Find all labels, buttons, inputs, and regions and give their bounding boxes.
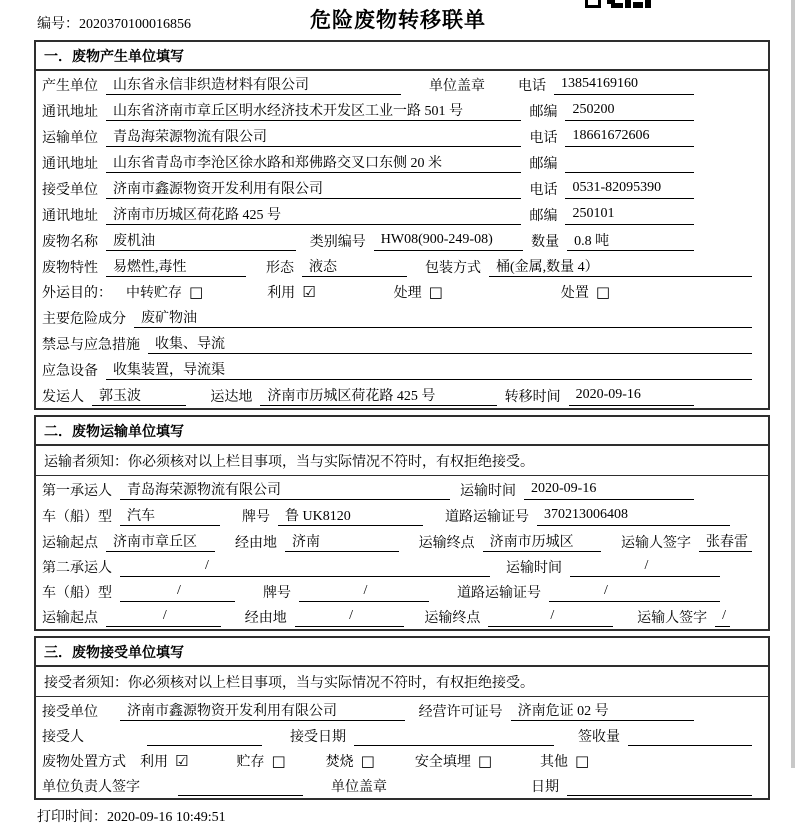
purpose-option-use: 利用 ☑ xyxy=(267,283,316,301)
checkbox-icon: □ xyxy=(477,752,493,770)
permit-field: 370213006408 xyxy=(537,507,730,526)
disposal-label: 废物处置方式 xyxy=(42,755,126,770)
waste-qty-label: 数量 xyxy=(531,235,560,250)
qr-code-fragment-icon xyxy=(585,0,651,9)
equipment-field: 收集装置，导流渠 xyxy=(106,359,752,380)
dispatcher-label: 发运人 xyxy=(42,390,84,405)
receiver-value-field: 济南市鑫源物资开发利用有限公司 xyxy=(106,178,521,199)
receive-unit-field: 济南市鑫源物资开发利用有限公司 xyxy=(120,700,405,721)
vehicle-type-field: 汽车 xyxy=(120,505,220,526)
seal-label: 单位盖章 xyxy=(429,79,485,94)
disposal-option-store: 贮存 □ xyxy=(236,752,286,770)
transporter-address-row xyxy=(36,149,768,175)
carrier-sign-label: 运输人签字 xyxy=(621,536,691,551)
section-receive xyxy=(34,636,770,800)
carrier2-row xyxy=(36,554,768,579)
disposal-option-landfill: 安全填埋 □ xyxy=(414,752,493,770)
route-end-label: 运输终点 xyxy=(424,611,481,626)
checkbox-checked-icon: ☑ xyxy=(302,283,316,301)
license-field: 济南危证 02 号 xyxy=(511,700,694,721)
checkbox-icon: □ xyxy=(189,283,204,301)
equipment-row xyxy=(36,356,768,382)
disposal-option-burn: 焚烧 □ xyxy=(325,752,375,770)
route-end-label: 运输终点 xyxy=(418,536,475,551)
hazard-field: 废矿物油 xyxy=(134,307,752,328)
purpose-option-dispose: 处置 □ xyxy=(560,283,611,301)
receiver-label: 接受单位 xyxy=(42,183,98,198)
carrier1-label: 第一承运人 xyxy=(42,484,112,499)
hazard-row xyxy=(36,304,768,330)
route-via-label: 经由地 xyxy=(244,611,287,626)
receipt-qty-label: 签收量 xyxy=(578,730,620,745)
zip-value-field xyxy=(565,154,694,173)
route-start-label: 运输起点 xyxy=(42,536,98,551)
producer-value-field: 山东省永信非织造材料有限公司 xyxy=(106,74,401,95)
disposal-option-use: 利用 ☑ xyxy=(140,752,189,770)
carrier-sign-field: 张春雷 xyxy=(699,531,752,552)
transfer-time-label: 转移时间 xyxy=(504,390,561,405)
zip-value-field: 250200 xyxy=(565,102,694,121)
plate-label: 牌号 xyxy=(263,586,291,601)
address-label: 通讯地址 xyxy=(42,209,98,224)
purpose-label: 外运目的： xyxy=(42,286,112,301)
hazard-label: 主要危险成分 xyxy=(42,312,126,327)
checkbox-icon: □ xyxy=(271,752,286,770)
waste-form-label: 形态 xyxy=(266,261,294,276)
checkbox-checked-icon: ☑ xyxy=(175,752,189,770)
accept-date-field xyxy=(354,727,554,746)
waste-name-field: 废机油 xyxy=(106,230,296,251)
acceptor-label: 接受人 xyxy=(42,730,84,745)
route-start-field: / xyxy=(106,608,221,627)
waste-qty-field: 0.8 吨 xyxy=(567,230,694,251)
equipment-label: 应急设备 xyxy=(42,364,98,379)
transporter-phone-label: 电话 xyxy=(529,131,558,146)
responsible-sign-field xyxy=(178,777,303,796)
section-receive-title: 三．废物接受单位填写 xyxy=(36,638,768,667)
page-title: 危险废物转移联单 xyxy=(310,8,486,32)
waste-pack-label: 包装方式 xyxy=(425,261,481,276)
receive-unit-label: 接受单位 xyxy=(42,705,98,720)
zip-label: 邮编 xyxy=(529,209,558,224)
address-label: 通讯地址 xyxy=(42,105,98,120)
plate-label: 牌号 xyxy=(242,510,270,525)
waste-form-field: 液态 xyxy=(302,256,407,277)
plate-field: 鲁 UK8120 xyxy=(278,505,423,526)
zip-value-field: 250101 xyxy=(565,206,694,225)
checkbox-icon: □ xyxy=(595,283,611,301)
route-start-field: 济南市章丘区 xyxy=(106,531,215,552)
vehicle-type-field: / xyxy=(120,583,235,602)
accept-row xyxy=(36,723,768,748)
vehicle1-row xyxy=(36,502,768,528)
waste-code-label: 类别编号 xyxy=(309,235,366,250)
permit-label: 道路运输证号 xyxy=(457,586,541,601)
accept-date-label: 接受日期 xyxy=(290,730,346,745)
dispatcher-field: 郭玉波 xyxy=(92,385,186,406)
print-time xyxy=(37,806,796,826)
carrier-sign-field: / xyxy=(715,608,730,627)
disposal-row xyxy=(36,748,768,773)
license-label: 经营许可证号 xyxy=(418,705,503,720)
acceptor-field xyxy=(147,727,262,746)
taboo-field: 收集、导流 xyxy=(148,333,752,354)
receipt-qty-field xyxy=(628,727,752,746)
responsible-sign-label: 单位负责人签字 xyxy=(42,780,140,795)
waste-name-row xyxy=(36,227,768,253)
print-time-label: 打印时间： xyxy=(37,810,107,825)
section-transport-title: 二．废物运输单位填写 xyxy=(36,417,768,446)
carrier-sign-label: 运输人签字 xyxy=(637,611,708,626)
checkbox-icon: □ xyxy=(360,752,375,770)
destination-field: 济南市历城区荷花路 425 号 xyxy=(260,385,496,406)
carrier1-row xyxy=(36,476,768,502)
section-producer xyxy=(34,40,770,410)
sign-date-field xyxy=(567,777,752,796)
taboo-label: 禁忌与应急措施 xyxy=(42,338,140,353)
carrier2-label: 第二承运人 xyxy=(42,561,112,576)
route-via-field: 济南 xyxy=(285,531,399,552)
transport-time-label: 运输时间 xyxy=(506,561,562,576)
vehicle-type-label: 车（船）型 xyxy=(42,510,112,525)
transfer-time-field: 2020-09-16 xyxy=(569,387,694,406)
receiver-phone-field: 0531-82095390 xyxy=(565,180,694,199)
carrier1-field: 青岛海荣源物流有限公司 xyxy=(120,479,450,500)
checkbox-icon: □ xyxy=(428,283,443,301)
sign-date-label: 日期 xyxy=(531,780,559,795)
doc-number-value: 2020370100016856 xyxy=(79,17,191,32)
doc-number-label: 编号： xyxy=(37,17,79,32)
receive-notice: 接受者须知：你必须核对以上栏目事项，当与实际情况不符时，有权拒绝接受。 xyxy=(36,667,768,697)
unit-seal-label: 单位盖章 xyxy=(331,780,387,795)
route-via-label: 经由地 xyxy=(234,536,277,551)
route2-row xyxy=(36,604,768,629)
transport-time-label: 运输时间 xyxy=(460,484,516,499)
producer-address-row xyxy=(36,97,768,123)
address-value-field: 济南市历城区荷花路 425 号 xyxy=(106,204,521,225)
waste-code-field: HW08(900-249-08) xyxy=(374,232,523,251)
route1-row xyxy=(36,528,768,554)
zip-label: 邮编 xyxy=(529,105,558,120)
checkbox-icon: □ xyxy=(575,752,590,770)
receiver-row xyxy=(36,175,768,201)
waste-props-label: 废物特性 xyxy=(42,261,98,276)
transport-notice: 运输者须知：你必须核对以上栏目事项，当与实际情况不符时，有权拒绝接受。 xyxy=(36,446,768,476)
waste-pack-field: 桶(金属,数量 4） xyxy=(489,256,752,277)
transporter-value-field: 青岛海荣源物流有限公司 xyxy=(106,126,521,147)
vehicle2-row xyxy=(36,579,768,604)
section-transport xyxy=(34,415,770,631)
taboo-row xyxy=(36,330,768,356)
responsible-sign-row xyxy=(36,773,768,798)
zip-label: 邮编 xyxy=(529,157,558,172)
waste-props-row xyxy=(36,253,768,279)
transporter-label: 运输单位 xyxy=(42,131,98,146)
purpose-option-storage: 中转贮存 □ xyxy=(126,283,204,301)
permit-label: 道路运输证号 xyxy=(445,510,529,525)
route-via-field: / xyxy=(295,608,405,627)
waste-name-label: 废物名称 xyxy=(42,235,98,250)
producer-phone-label: 电话 xyxy=(518,79,546,94)
carrier2-field: / xyxy=(120,558,490,577)
transporter-row xyxy=(36,123,768,149)
address-value-field: 山东省青岛市李沧区徐水路和郑佛路交叉口东侧 20 米 xyxy=(106,152,521,173)
destination-label: 运达地 xyxy=(210,390,253,405)
document-header xyxy=(0,0,796,40)
producer-label: 产生单位 xyxy=(42,79,98,94)
transporter-phone-field: 18661672606 xyxy=(565,128,694,147)
receiver-phone-label: 电话 xyxy=(529,183,558,198)
disposal-option-other: 其他 □ xyxy=(540,752,590,770)
dispatch-row xyxy=(36,382,768,408)
print-time-value: 2020-09-16 10:49:51 xyxy=(107,810,226,825)
vertical-scrollbar[interactable] xyxy=(791,0,795,768)
purpose-row xyxy=(36,279,768,304)
route-end-field: / xyxy=(488,608,613,627)
transport-time-field: / xyxy=(570,558,720,577)
waste-props-field: 易燃性,毒性 xyxy=(106,256,246,277)
address-value-field: 山东省济南市章丘区明水经济技术开发区工业一路 501 号 xyxy=(106,100,521,121)
route-start-label: 运输起点 xyxy=(42,611,98,626)
address-label: 通讯地址 xyxy=(42,157,98,172)
receive-unit-row xyxy=(36,697,768,723)
producer-phone-field: 13854169160 xyxy=(554,76,694,95)
producer-row xyxy=(36,71,768,97)
route-end-field: 济南市历城区 xyxy=(483,531,601,552)
vehicle-type-label: 车（船）型 xyxy=(42,586,112,601)
permit-field: / xyxy=(549,583,720,602)
plate-field: / xyxy=(299,583,429,602)
receiver-address-row xyxy=(36,201,768,227)
purpose-option-treat: 处理 □ xyxy=(393,283,443,301)
section-producer-title: 一．废物产生单位填写 xyxy=(36,42,768,71)
transport-time-field: 2020-09-16 xyxy=(524,481,694,500)
